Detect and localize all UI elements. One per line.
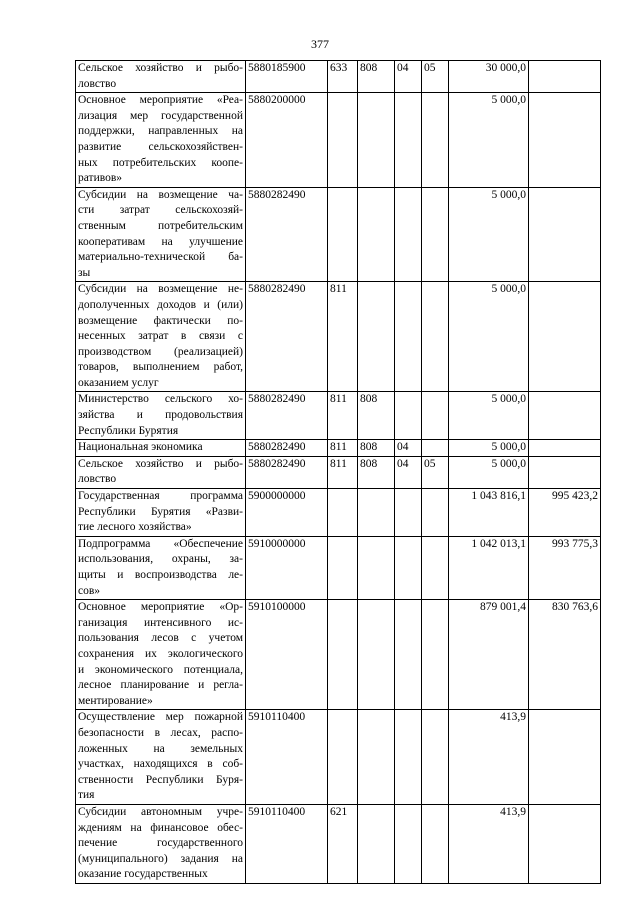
item-name-line: Субсидии автономным учре-	[78, 805, 243, 818]
item-name-line: сов»	[78, 584, 101, 597]
expense-type-cell	[328, 600, 358, 710]
item-name-line: безопасности в лесах, распо-	[78, 726, 243, 739]
table-row	[76, 440, 601, 457]
item-name-cell	[76, 489, 246, 537]
amount-year1-cell: 879 001,4	[449, 600, 529, 710]
amount-year1-cell: 30 000,0	[449, 61, 529, 93]
table-row	[76, 282, 601, 392]
amount-year1-cell: 5 000,0	[449, 440, 529, 457]
item-name-line: Сельское хозяйство и рыбо-	[78, 62, 243, 74]
amount-year2-cell	[529, 804, 601, 883]
item-name-line: материально-технической ба-	[78, 251, 243, 264]
subsection-cell	[422, 187, 449, 282]
subsection-cell: 05	[422, 61, 449, 93]
target-article-cell: 5880282490	[246, 392, 328, 440]
item-name-line: участках, находящихся в соб-	[78, 758, 243, 771]
section-cell	[395, 282, 422, 392]
table-row	[76, 61, 601, 93]
item-name-line: ментирование»	[78, 694, 153, 707]
item-name-line: тие лесного хозяйства»	[78, 521, 192, 534]
item-name-line: кооперативам на улучшение	[78, 235, 243, 248]
target-article-cell: 5880282490	[246, 282, 328, 392]
table-row	[76, 392, 601, 440]
target-article-cell: 5910110400	[246, 710, 328, 805]
administrator-cell	[358, 600, 395, 710]
item-name-line: дополученных доходов и (или)	[78, 298, 243, 311]
amount-year2-cell	[529, 93, 601, 188]
item-name-line: пользования лесов с учетом	[78, 632, 243, 645]
item-name-cell	[76, 600, 246, 710]
item-name-line: товаров, выполнением работ,	[78, 361, 243, 374]
table-row	[76, 804, 601, 883]
amount-year1-cell: 1 042 013,1	[449, 536, 529, 599]
amount-year2-cell	[529, 440, 601, 457]
expense-type-cell	[328, 489, 358, 537]
amount-year2-cell	[529, 61, 601, 93]
administrator-cell: 808	[358, 440, 395, 457]
item-name-line: сти затрат сельскохозяй-	[78, 204, 243, 217]
item-name-line: оказание государственных	[78, 868, 208, 881]
subsection-cell	[422, 536, 449, 599]
item-name-line: ративов»	[78, 172, 123, 185]
amount-year2-cell: 830 763,6	[529, 600, 601, 710]
item-name-line: несенных затрат в связи с	[78, 330, 243, 343]
section-cell	[395, 536, 422, 599]
item-name-line: Министерство сельского хо-	[78, 393, 243, 406]
item-name-line: ственности Республики Буря-	[78, 773, 243, 786]
section-cell	[395, 93, 422, 188]
amount-year2-cell: 993 775,3	[529, 536, 601, 599]
section-cell	[395, 187, 422, 282]
section-cell	[395, 600, 422, 710]
table-row	[76, 456, 601, 488]
section-cell	[395, 392, 422, 440]
section-cell: 04	[395, 61, 422, 93]
page-number: 377	[311, 37, 329, 51]
item-name-line: зяйства и продовольствия	[78, 409, 243, 422]
amount-year1-cell: 5 000,0	[449, 456, 529, 488]
table-body	[76, 61, 601, 884]
item-name-line: поддержки, направленных на	[78, 125, 243, 138]
administrator-cell: 808	[358, 456, 395, 488]
item-name-line: зы	[78, 266, 91, 279]
expense-type-cell	[328, 187, 358, 282]
item-name-line: сохранения их экологического	[78, 647, 243, 660]
item-name-line: ловство	[78, 473, 117, 486]
subsection-cell	[422, 440, 449, 457]
administrator-cell	[358, 282, 395, 392]
administrator-cell	[358, 804, 395, 883]
target-article-cell: 5880185900	[246, 61, 328, 93]
item-name-line: Республики Бурятия «Разви-	[78, 505, 243, 518]
expense-type-cell	[328, 710, 358, 805]
item-name-line: лесное планирование и регла-	[78, 679, 243, 692]
administrator-cell	[358, 489, 395, 537]
item-name-line: Республики Бурятия	[78, 424, 179, 437]
administrator-cell	[358, 93, 395, 188]
item-name-cell	[76, 61, 246, 93]
item-name-line: развитие сельскохозяйствен-	[78, 140, 243, 153]
expense-type-cell: 811	[328, 282, 358, 392]
item-name-line: Осуществление мер пожарной	[78, 711, 243, 724]
item-name-line: Основное мероприятие «Реа-	[78, 94, 243, 107]
amount-year2-cell	[529, 282, 601, 392]
item-name-line: Сельское хозяйство и рыбо-	[78, 457, 243, 470]
item-name-cell	[76, 536, 246, 599]
administrator-cell	[358, 536, 395, 599]
table-row	[76, 489, 601, 537]
item-name-cell	[76, 282, 246, 392]
target-article-cell: 5910110400	[246, 804, 328, 883]
item-name-line: Подпрограмма «Обеспечение	[78, 537, 243, 550]
item-name-line: возмещение фактически по-	[78, 314, 243, 327]
expense-type-cell: 811	[328, 392, 358, 440]
item-name-cell	[76, 710, 246, 805]
target-article-cell: 5880282490	[246, 440, 328, 457]
section-cell	[395, 804, 422, 883]
subsection-cell	[422, 710, 449, 805]
administrator-cell: 808	[358, 61, 395, 93]
target-article-cell: 5880200000	[246, 93, 328, 188]
expense-type-cell: 633	[328, 61, 358, 93]
item-name-line: ганизация интенсивного ис-	[78, 616, 243, 629]
target-article-cell: 5880282490	[246, 187, 328, 282]
subsection-cell	[422, 489, 449, 537]
amount-year1-cell: 1 043 816,1	[449, 489, 529, 537]
expense-type-cell: 811	[328, 440, 358, 457]
item-name-line: лизация мер государственной	[78, 109, 243, 122]
amount-year2-cell	[529, 187, 601, 282]
item-name-line: ждениям на финансовое обес-	[78, 821, 243, 834]
item-name-line: использования, охраны, за-	[78, 553, 243, 566]
amount-year2-cell	[529, 456, 601, 488]
item-name-cell	[76, 456, 246, 488]
amount-year2-cell	[529, 392, 601, 440]
target-article-cell: 5880282490	[246, 456, 328, 488]
amount-year2-cell	[529, 710, 601, 805]
target-article-cell: 5910100000	[246, 600, 328, 710]
expense-type-cell: 621	[328, 804, 358, 883]
item-name-cell	[76, 392, 246, 440]
item-name-line: ложенных на земельных	[78, 742, 243, 755]
item-name-line: производством (реализацией)	[78, 345, 243, 358]
table-row	[76, 93, 601, 188]
table-row	[76, 710, 601, 805]
amount-year1-cell: 5 000,0	[449, 93, 529, 188]
administrator-cell	[358, 187, 395, 282]
amount-year1-cell: 5 000,0	[449, 187, 529, 282]
amount-year1-cell: 413,9	[449, 710, 529, 805]
item-name-line: Национальная экономика	[78, 441, 203, 454]
amount-year2-cell: 995 423,2	[529, 489, 601, 537]
amount-year1-cell: 413,9	[449, 804, 529, 883]
amount-year1-cell: 5 000,0	[449, 282, 529, 392]
item-name-line: и экономического потенциала,	[78, 663, 243, 676]
item-name-line: ловство	[78, 77, 117, 90]
item-name-line: Государственная программа	[78, 490, 243, 503]
item-name-line: Субсидии на возмещение ча-	[78, 188, 243, 201]
target-article-cell: 5900000000	[246, 489, 328, 537]
item-name-line: ственным потребительским	[78, 219, 243, 232]
target-article-cell: 5910000000	[246, 536, 328, 599]
item-name-cell	[76, 93, 246, 188]
subsection-cell	[422, 804, 449, 883]
subsection-cell	[422, 282, 449, 392]
table-row	[76, 187, 601, 282]
table-row	[76, 600, 601, 710]
subsection-cell	[422, 600, 449, 710]
item-name-line: щиты и воспроизводства ле-	[78, 569, 243, 581]
expense-type-cell	[328, 93, 358, 188]
section-cell	[395, 710, 422, 805]
amount-year1-cell: 5 000,0	[449, 392, 529, 440]
item-name-cell	[76, 804, 246, 883]
item-name-cell	[76, 187, 246, 282]
budget-table	[75, 60, 601, 884]
subsection-cell	[422, 392, 449, 440]
item-name-line: оказанием услуг	[78, 376, 159, 389]
item-name-line: Субсидии на возмещение не-	[78, 283, 243, 296]
table-row	[76, 536, 601, 599]
item-name-cell	[76, 440, 246, 457]
item-name-line: печение государственного	[78, 837, 243, 850]
section-cell: 04	[395, 440, 422, 457]
item-name-line: тия	[78, 789, 95, 802]
expense-type-cell	[328, 536, 358, 599]
item-name-line: Основное мероприятие «Ор-	[78, 601, 243, 614]
administrator-cell	[358, 710, 395, 805]
item-name-line: (муниципального) задания на	[78, 852, 243, 865]
subsection-cell	[422, 93, 449, 188]
item-name-line: ных потребительских коопе-	[78, 156, 243, 169]
section-cell: 04	[395, 456, 422, 488]
administrator-cell: 808	[358, 392, 395, 440]
subsection-cell: 05	[422, 456, 449, 488]
expense-type-cell: 811	[328, 456, 358, 488]
section-cell	[395, 489, 422, 537]
